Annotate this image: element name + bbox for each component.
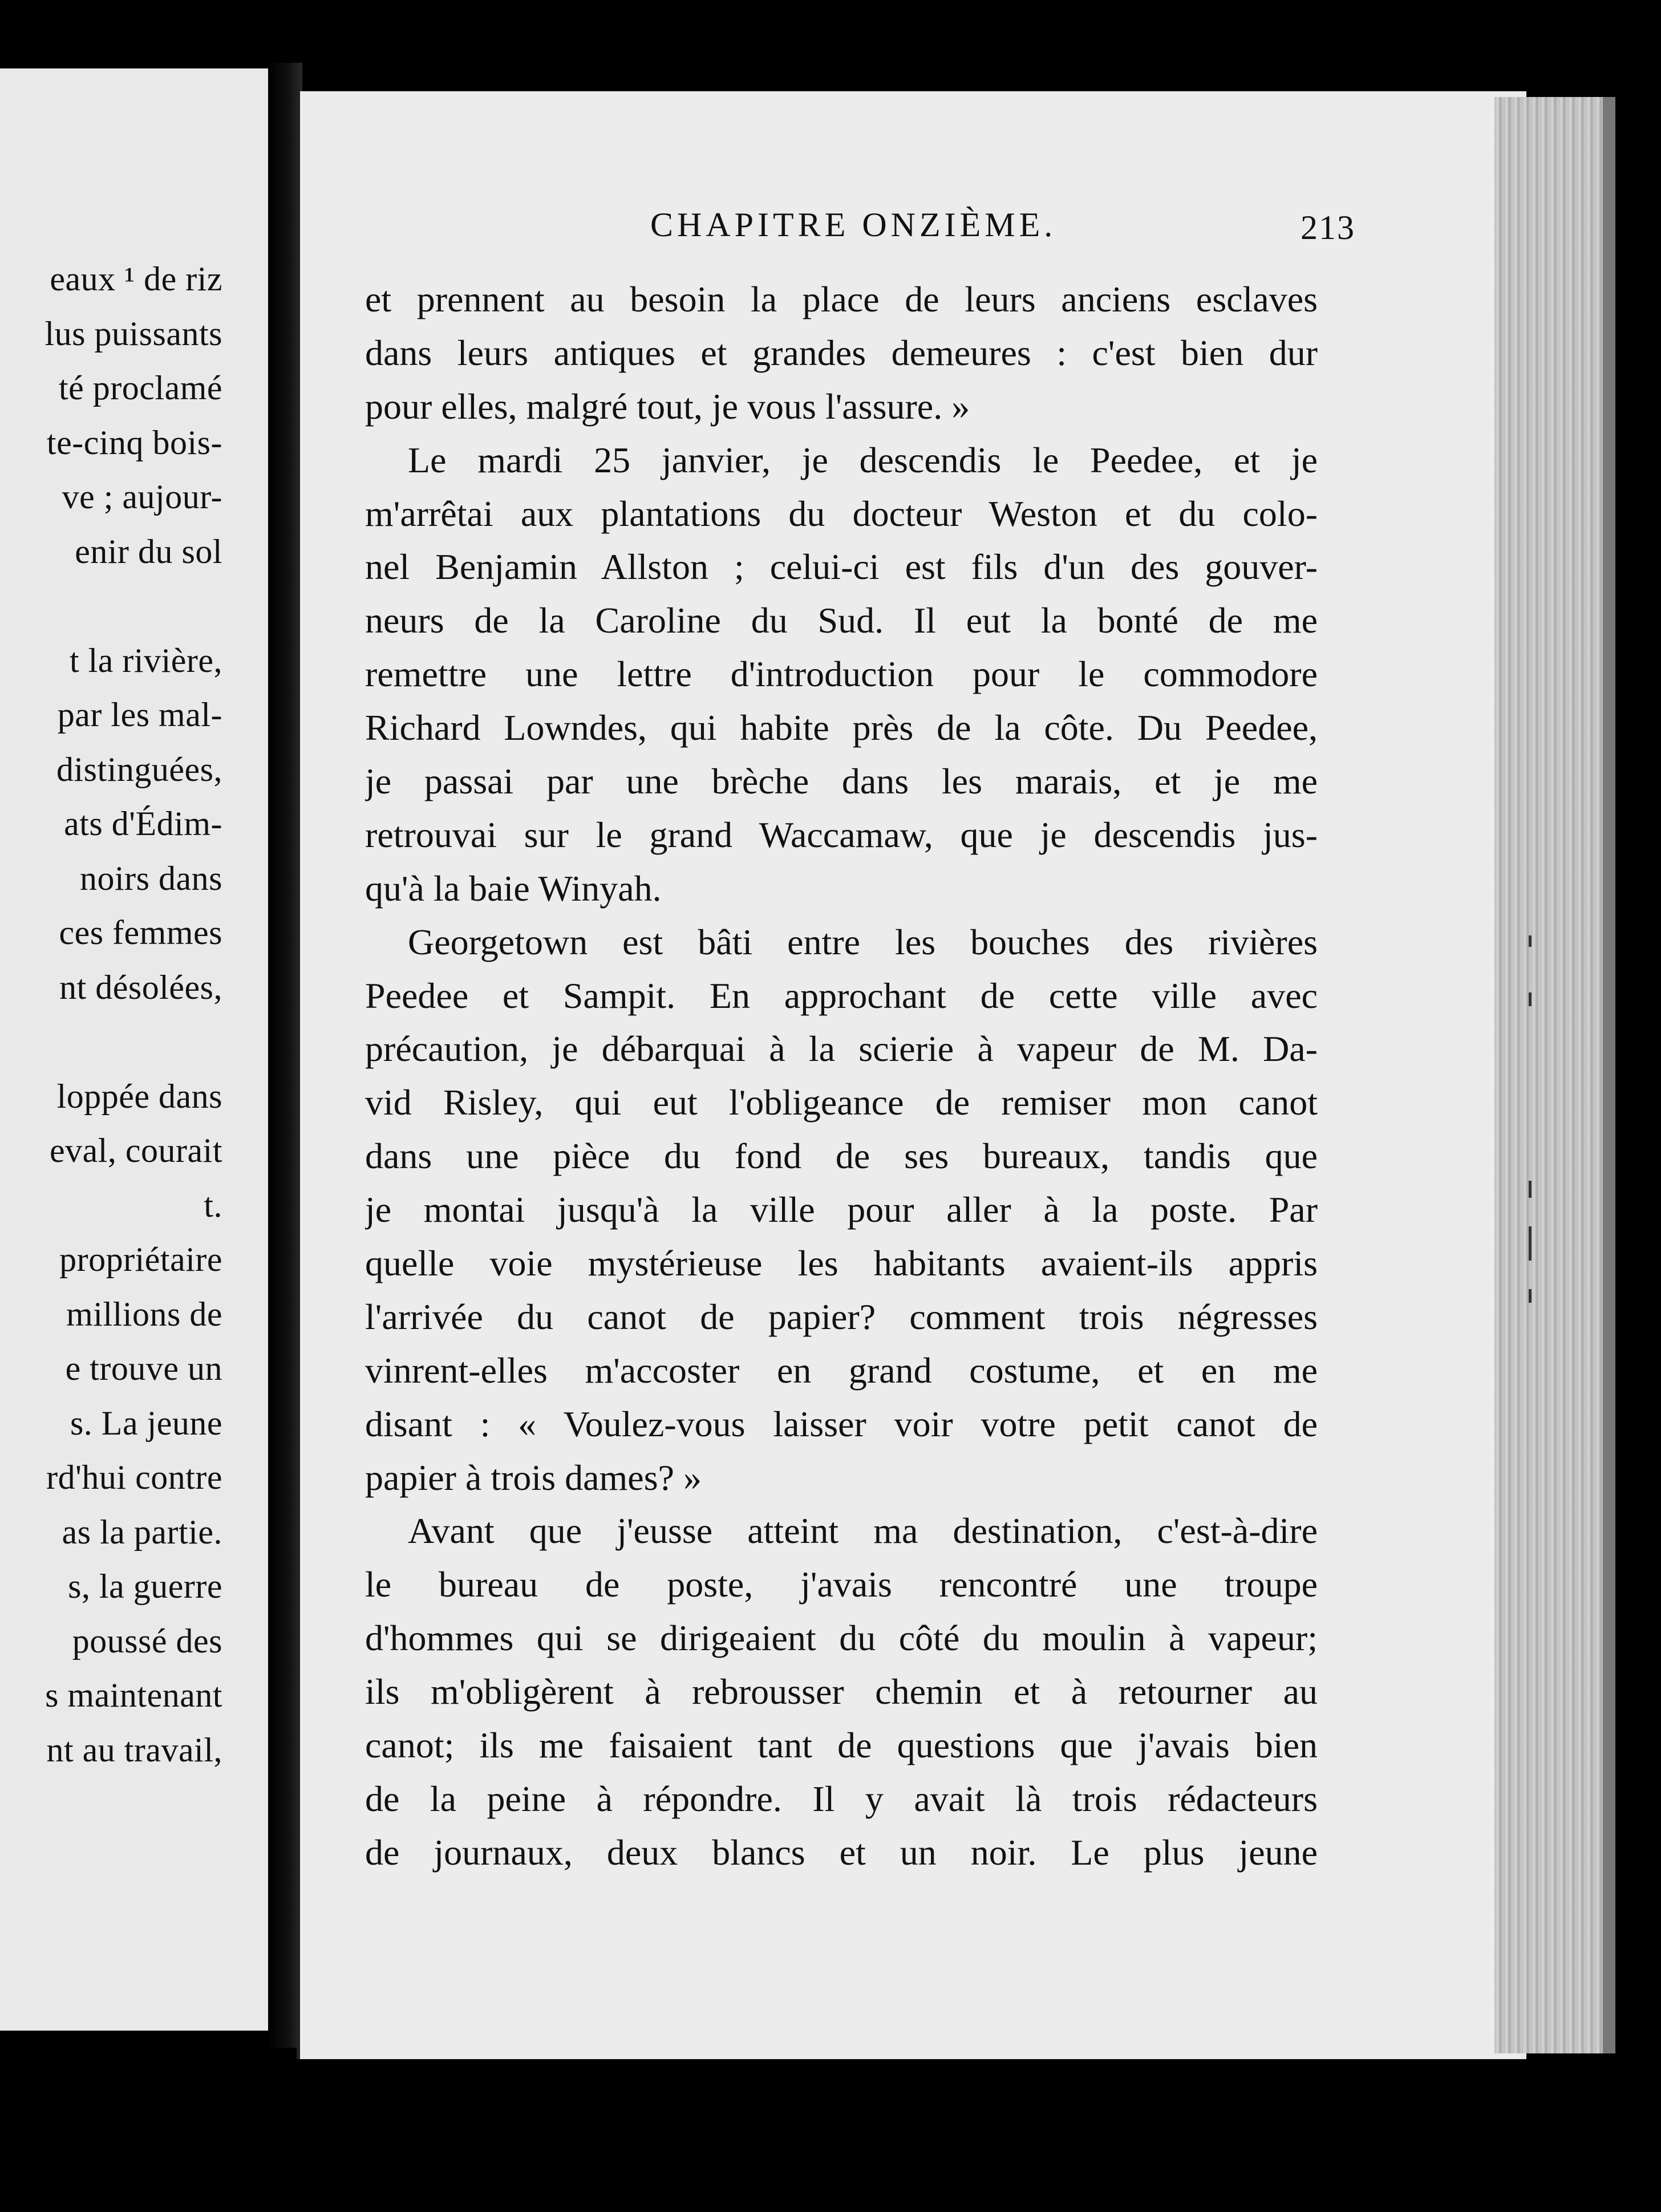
text-line: Avant que j'eusse atteint ma destination, c'est-à-dire: [408, 1510, 1318, 1551]
left-page-line: t la rivière,: [69, 641, 222, 679]
left-page-line: rd'hui contre: [46, 1459, 222, 1496]
text-line: qu'à la baie Winyah.: [365, 868, 662, 909]
left-page-line: ats d'Édim-: [64, 805, 222, 842]
chapter-title: CHAPITRE ONZIÈME.: [650, 206, 1057, 244]
text-line: papier à trois dames? »: [365, 1457, 702, 1498]
left-page-line: s, la guerre: [68, 1567, 222, 1605]
text-line: de la peine à répondre. Il y avait là trois rédacteurs: [365, 1778, 1318, 1819]
text-line: Richard Lowndes, qui habite près de la côte. Du Peedee,: [365, 707, 1318, 748]
left-page-line: [0, 579, 222, 634]
left-page-line: nt au travail,: [46, 1731, 222, 1769]
margin-marks: [1517, 935, 1551, 1449]
text-line: nel Benjamin Allston ; celui-ci est fils d'un des gouver-: [365, 546, 1318, 588]
left-page-line: enir du sol: [75, 532, 222, 570]
left-page-line: s. La jeune: [70, 1404, 222, 1442]
text-line: je passai par une brèche dans les marais, et je me: [365, 761, 1318, 802]
left-page-line: e trouve un: [65, 1350, 222, 1387]
text-line: et prennent au besoin la place de leurs anciens esclaves: [365, 279, 1318, 319]
left-page-line: nt désolées,: [59, 968, 222, 1006]
text-line: m'arrêtai aux plantations du docteur Weston et du colo-: [365, 493, 1318, 534]
text-line: pour elles, malgré tout, je vous l'assure. »: [365, 386, 970, 427]
left-page-line: té proclamé: [58, 369, 222, 407]
text-line: vinrent-elles m'accoster en grand costume, et en me: [365, 1350, 1318, 1391]
text-line: neurs de la Caroline du Sud. Il eut la bonté de me: [365, 600, 1318, 641]
left-page-line: eval, courait: [49, 1132, 222, 1169]
text-line: remettre une lettre d'introduction pour le commodore: [365, 654, 1318, 695]
page-number: 213: [1301, 209, 1355, 246]
left-page-line: loppée dans: [56, 1077, 222, 1115]
text-line: ils m'obligèrent à rebrousser chemin et à retourner au: [365, 1671, 1318, 1712]
text-line: de journaux, deux blancs et un noir. Le plus jeune: [365, 1832, 1318, 1873]
text-line: Le mardi 25 janvier, je descendis le Peedee, et je: [408, 439, 1318, 480]
left-page-line: par les mal-: [57, 696, 222, 734]
text-line: retrouvai sur le grand Waccamaw, que je descendis jus-: [365, 814, 1318, 855]
left-page-line: propriétaire: [59, 1241, 222, 1278]
left-page-text: [0, 252, 222, 1777]
left-page-line: t.: [204, 1186, 222, 1224]
left-page-line: millions de: [66, 1295, 222, 1333]
left-page-line: te-cinq bois-: [46, 423, 222, 461]
page-body: [365, 273, 1318, 1879]
left-page-line: noirs dans: [80, 859, 222, 897]
text-line: quelle voie mystérieuse les habitants avaient-ils appris: [365, 1243, 1318, 1284]
text-line: canot; ils me faisaient tant de questions que j'avais bien: [365, 1725, 1318, 1766]
left-page-line: poussé des: [72, 1622, 222, 1660]
text-line: disant : « Voulez-vous laisser voir votre petit canot de: [365, 1403, 1318, 1444]
left-page: [0, 68, 268, 2031]
left-page-line: ve ; aujour-: [62, 478, 222, 516]
text-line: dans une pièce du fond de ses bureaux, tandis que: [365, 1136, 1318, 1177]
left-page-line: [0, 1015, 222, 1069]
left-page-line: eaux ¹ de riz: [50, 260, 222, 298]
text-line: vid Risley, qui eut l'obligeance de remiser mon canot: [365, 1082, 1318, 1123]
left-page-line: as la partie.: [62, 1513, 222, 1551]
text-line: Georgetown est bâti entre les bouches des rivières: [408, 921, 1318, 962]
left-page-line: lus puissants: [44, 314, 222, 353]
left-page-line: s maintenant: [45, 1676, 222, 1714]
left-page-line: distinguées,: [56, 750, 222, 788]
text-line: Peedee et Sampit. En approchant de cette ville avec: [365, 975, 1318, 1016]
text-line: je montai jusqu'à la ville pour aller à la poste. Par: [365, 1189, 1318, 1230]
text-line: précaution, je débarquai à la scierie à vapeur de M. Da-: [365, 1028, 1318, 1069]
text-line: l'arrivée du canot de papier? comment trois négresses: [365, 1296, 1318, 1337]
left-page-line: ces femmes: [59, 914, 222, 951]
text-line: d'hommes qui se dirigeaient du côté du moulin à vapeur;: [365, 1618, 1318, 1659]
text-line: le bureau de poste, j'avais rencontré une troupe: [365, 1564, 1318, 1605]
text-line: dans leurs antiques et grandes demeures : c'est bien dur: [365, 332, 1318, 373]
